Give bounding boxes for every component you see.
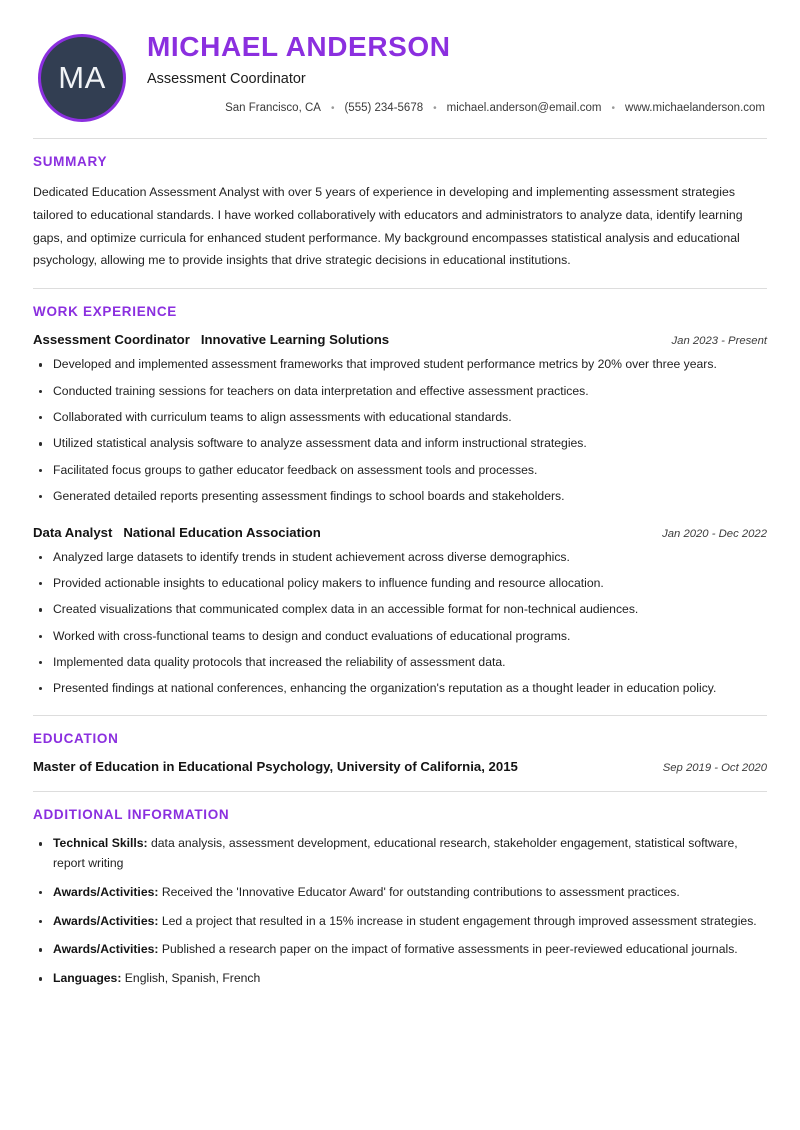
section-title-work-experience: WORK EXPERIENCE xyxy=(33,304,178,320)
list-item: Analyzed large datasets to identify trends in student achievement across diverse demographics. xyxy=(33,548,767,568)
job-dates: Jan 2023 - Present xyxy=(671,335,767,348)
list-item: Generated detailed reports presenting assessment findings to school boards and stakeholders. xyxy=(33,487,767,507)
contact-phone[interactable]: (555) 234-5678 xyxy=(344,102,424,115)
list-item: Developed and implemented assessment frameworks that improved student performance metrics by 20% over three years. xyxy=(33,355,767,375)
list-item xyxy=(33,834,767,874)
additional-info-value: English, Spanish, French xyxy=(124,971,261,986)
job-bullet-list xyxy=(33,548,767,699)
resume-header xyxy=(33,26,767,122)
contact-line xyxy=(147,101,767,116)
section-title-summary: SUMMARY xyxy=(33,154,108,169)
list-item: Conducted training sessions for teachers on data interpretation and effective assessment practices. xyxy=(33,382,767,402)
candidate-job-title: Assessment Coordinator xyxy=(147,70,306,87)
section-title-additional-information: ADDITIONAL INFORMATION xyxy=(33,807,230,823)
avatar-container xyxy=(33,30,131,122)
list-item xyxy=(33,969,767,989)
additional-info-value: Received the 'Innovative Educator Award' for outstanding contributions to assessment practices. xyxy=(161,884,680,899)
section-title-education: EDUCATION xyxy=(33,730,119,746)
summary-text: Dedicated Education Assessment Analyst with over 5 years of experience in developing and implementing assessment strategies tailored to educational standards. I have worked collaboratively with educators and administrators to analyze data, identify learning gaps, and optimize curricula for enhanced student performance. My background encompasses statistical analysis and educational psychology, allowing me to provide insights that drive strategic decisions in educational institutions. xyxy=(33,185,743,268)
section-divider xyxy=(33,138,767,139)
additional-info-label: Awards/Activities: xyxy=(53,913,159,928)
list-item: Collaborated with curriculum teams to align assessments with educational standards. xyxy=(33,408,767,428)
list-item: Created visualizations that communicated complex data in an accessible format for non-technical audiences. xyxy=(33,600,767,620)
work-experience-item xyxy=(33,331,767,506)
job-position: Data Analyst xyxy=(33,524,113,540)
education-degree: Master of Education in Educational Psychology, University of California, 2015 xyxy=(33,759,518,774)
list-item: Worked with cross-functional teams to design and conduct evaluations of educational programs. xyxy=(33,627,767,647)
list-item xyxy=(33,912,767,932)
additional-info-value: Led a project that resulted in a 15% increase in student engagement through improved assessment strategies. xyxy=(161,913,757,928)
job-dates: Jan 2020 - Dec 2022 xyxy=(662,527,767,540)
section-additional-information xyxy=(33,807,767,989)
job-company: Innovative Learning Solutions xyxy=(200,332,390,348)
header-main xyxy=(131,30,767,116)
additional-info-value: data analysis, assessment development, educational research, stakeholder engagement, statistical software, report writing xyxy=(53,836,738,871)
contact-email[interactable]: michael.anderson@email.com xyxy=(446,102,602,115)
list-item: Utilized statistical analysis software to analyze assessment data and inform instructional strategies. xyxy=(33,434,767,454)
additional-info-label: Languages: xyxy=(53,971,122,986)
contact-website[interactable]: www.michaelanderson.com xyxy=(625,102,765,115)
list-item: Implemented data quality protocols that increased the reliability of assessment data. xyxy=(33,653,767,673)
work-experience-item xyxy=(33,524,767,699)
job-heading xyxy=(33,524,321,541)
list-item xyxy=(33,940,767,960)
additional-info-label: Technical Skills: xyxy=(53,836,148,851)
contact-location: San Francisco, CA xyxy=(225,102,321,115)
education-dates: Sep 2019 - Oct 2020 xyxy=(662,762,767,774)
list-item: Facilitated focus groups to gather educator feedback on assessment tools and processes. xyxy=(33,461,767,481)
contact-separator-icon: • xyxy=(611,102,616,114)
section-divider xyxy=(33,715,767,716)
job-bullet-list xyxy=(33,355,767,506)
avatar: MA xyxy=(38,34,126,122)
contact-separator-icon: • xyxy=(433,102,437,114)
list-item: Presented findings at national conferences, enhancing the organization's reputation as a thought leader in education policy. xyxy=(33,679,767,699)
job-header xyxy=(33,524,767,541)
job-header xyxy=(33,331,767,348)
section-divider xyxy=(33,791,767,792)
section-work-experience xyxy=(33,304,767,699)
section-divider xyxy=(33,288,767,289)
contact-separator-icon: • xyxy=(330,102,335,114)
additional-info-value: Published a research paper on the impact of formative assessments in peer-reviewed educational journals. xyxy=(161,942,738,957)
additional-info-label: Awards/Activities: xyxy=(53,884,159,899)
list-item xyxy=(33,883,767,903)
job-position: Assessment Coordinator xyxy=(33,332,190,348)
additional-information-list xyxy=(33,834,767,989)
section-education xyxy=(33,731,767,775)
job-heading xyxy=(33,331,389,348)
section-summary xyxy=(33,154,767,272)
list-item: Provided actionable insights to educational policy makers to influence funding and resource allocation. xyxy=(33,574,767,594)
additional-info-label: Awards/Activities: xyxy=(53,942,159,957)
candidate-name: MICHAEL ANDERSON xyxy=(147,31,451,62)
job-company: National Education Association xyxy=(123,524,321,540)
education-item xyxy=(33,758,767,775)
